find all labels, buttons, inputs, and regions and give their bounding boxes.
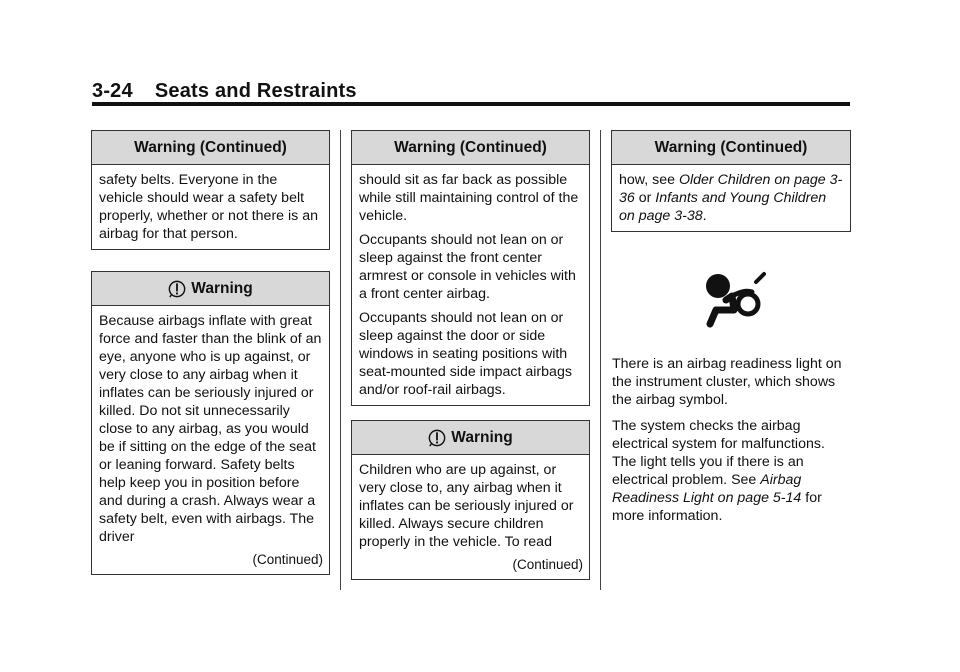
- box-title: Warning: [451, 428, 513, 446]
- warning-box: [91, 271, 330, 575]
- continued-label: (Continued): [252, 552, 323, 567]
- box-title: Warning: [191, 279, 253, 297]
- continued-label: (Continued): [512, 557, 583, 572]
- box-paragraph: Occupants should not lean on or sleep against the door or side windows in seating positions with seat-mounted side impact airbags and/or roof-rail airbags.: [359, 310, 572, 398]
- box-title: Warning (Continued): [612, 131, 850, 165]
- box-paragraph: should sit as far back as possible while still maintaining control of the vehicle.: [359, 172, 579, 224]
- airbag-readiness-icon: [702, 270, 766, 328]
- warning-icon: [168, 280, 186, 298]
- page-header: [92, 80, 357, 103]
- section-title: Seats and Restraints: [154, 80, 357, 102]
- box-text: Because airbags inflate with great force and faster than the blink of an eye, anyone who is up against, or very close to any airbag when it inflates can be seriously injured or killed. Do not sit unnecessarily close to any airbag, as you would be if sitting on the edge of the seat or leaning forward. Safety belts help keep you in position before and during a crash. Always wear a safety belt, even with airbags. The driver: [99, 313, 322, 545]
- box-paragraph: Occupants should not lean on or sleep against the front center armrest or console in vehicles with a front center airbag.: [359, 232, 576, 302]
- paragraph: The system checks the airbag electrical system for malfunctions. The light tells you if there is an electrical problem. See Airbag Readiness Light on page 5-14 for more information.: [612, 418, 825, 524]
- box-text: how, see Older Children on page 3-36 or Infants and Young Children on page 3-38.: [619, 172, 843, 224]
- column-divider: [600, 130, 601, 590]
- cross-reference-link[interactable]: Infants and Young Children on page 3-38: [619, 190, 827, 224]
- body-text: [612, 355, 852, 533]
- box-title: Warning (Continued): [92, 131, 329, 165]
- warning-continued-box: [91, 130, 330, 250]
- cross-reference-link[interactable]: Airbag Readiness Light on page 5-14: [612, 472, 802, 506]
- warning-continued-box: [611, 130, 851, 232]
- box-text: Children who are up against, or very close to, any airbag when it inflates can be seriously injured or killed. Always secure children properly in the vehicle. To read: [359, 462, 574, 550]
- box-title: Warning (Continued): [352, 131, 589, 165]
- box-text: safety belts. Everyone in the vehicle should wear a safety belt properly, whether or not there is an airbag for that person.: [99, 172, 318, 242]
- warning-icon: [428, 429, 446, 447]
- page-number: 3-24: [92, 80, 133, 102]
- header-rule: [92, 102, 850, 106]
- column-divider: [340, 130, 341, 590]
- warning-continued-box: [351, 130, 590, 406]
- warning-box: [351, 420, 590, 580]
- paragraph: There is an airbag readiness light on the instrument cluster, which shows the airbag symbol.: [612, 356, 842, 408]
- cross-reference-link[interactable]: Older Children on page 3-36: [619, 172, 843, 206]
